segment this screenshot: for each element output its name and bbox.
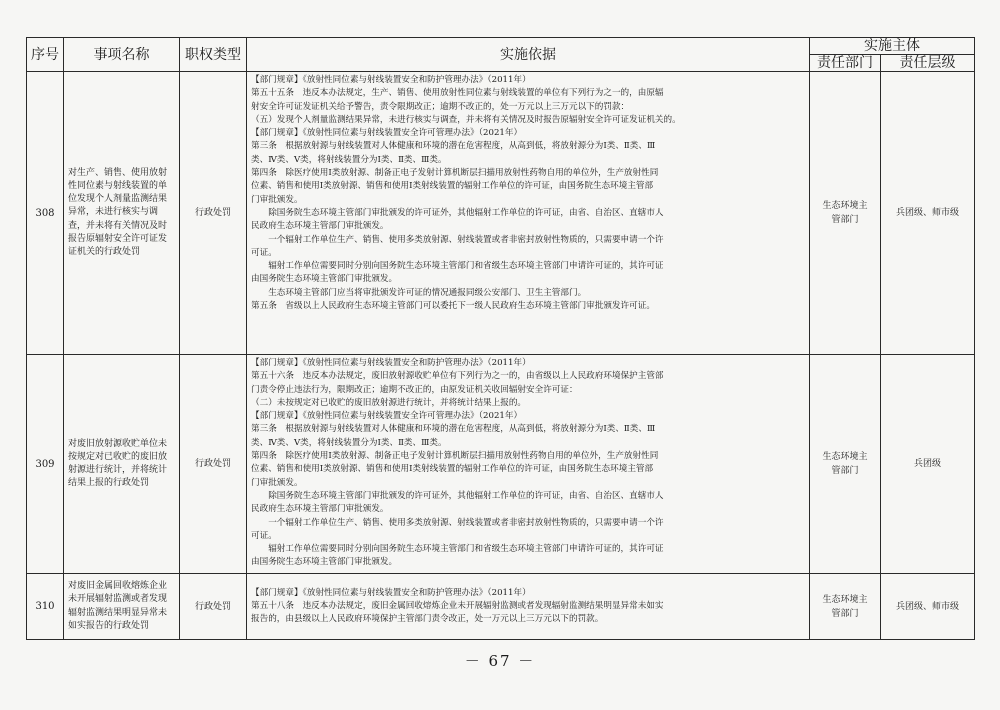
basis-line: 一个辐射工作单位生产、销售、使用多类放射源、射线装置或者非密封放射性物质的，只需要申请一个许 <box>251 234 664 245</box>
basis-line: 由国务院生态环境主管部门审批颁发。 <box>251 557 398 568</box>
header-type: 职权类型 <box>180 38 247 72</box>
row-basis <box>247 355 810 574</box>
table-row <box>27 574 975 640</box>
row-dept-text: 生态环境主管部门 <box>822 201 868 225</box>
basis-line: 辐射工作单位需要同时分别向国务院生态环境主管部门和省级生态环境主管部门申请许可证的，其许可证 <box>251 261 664 272</box>
basis-line: 辐射工作单位需要同时分别向国务院生态环境主管部门和省级生态环境主管部门申请许可证的，其许可证 <box>251 544 664 555</box>
row-basis <box>247 574 810 640</box>
basis-line: 门审批颁发。 <box>251 477 303 488</box>
basis-line: 第五十六条 违反本办法规定，废旧放射源收贮单位有下列行为之一的，由省级以上人民政府环境保护主管部 <box>251 371 664 382</box>
row-type: 行政处罚 <box>180 355 247 574</box>
row-name: 对生产、销售、使用放射性同位素与射线装置的单位发现个人剂量监测结果异常，未进行核实与调查，并未将有关情况及时报告原辐射安全许可证发证机关的行政处罚 <box>64 72 180 355</box>
basis-line: 第五十五条 违反本办法规定，生产、销售、使用放射性同位素与射线装置的单位有下列行为之一的，由原辐 <box>251 88 664 99</box>
header-dept: 责任部门 <box>810 55 881 72</box>
row-level: 兵团级、师市级 <box>881 72 975 355</box>
table-row <box>27 355 975 574</box>
row-name: 对废旧金属回收熔炼企业未开展辐射监测或者发现辐射监测结果明显异常未如实报告的行政处罚 <box>64 574 180 640</box>
basis-line: 【部门规章】《放射性同位素与射线装置安全和防护管理办法》（2011年） <box>251 75 531 85</box>
header-num: 序号 <box>27 38 64 72</box>
basis-line: 民政府生态环境主管部门审批颁发。 <box>251 221 389 232</box>
row-name: 对废旧放射源收贮单位未按规定对已收贮的废旧放射源进行统计，并将统计结果上报的行政处罚 <box>64 355 180 574</box>
basis-line: 第三条 根据放射源与射线装置对人体健康和环境的潜在危害程度，从高到低，将放射源分为Ⅰ类、Ⅱ类、Ⅲ <box>251 424 656 435</box>
basis-line: 【部门规章】《放射性同位素与射线装置安全和防护管理办法》（2011年） <box>251 587 531 598</box>
basis-line: 除国务院生态环境主管部门审批颁发的许可证外，其他辐射工作单位的许可证，由省、自治区、直辖市人 <box>251 207 664 218</box>
basis-line: 第三条 根据放射源与射线装置对人体健康和环境的潜在危害程度，从高到低，将放射源分为Ⅰ类、Ⅱ类、Ⅲ <box>251 141 656 152</box>
basis-line: 位素、销售和使用Ⅰ类放射源、销售和使用Ⅰ类射线装置的辐射工作单位的许可证，由国务院生态环境主管部 <box>251 464 654 475</box>
basis-line: 门审批颁发。 <box>251 194 303 205</box>
basis-line: （二）未按规定对已收贮的废旧放射源进行统计，并将统计结果上报的。 <box>251 397 527 408</box>
row-dept <box>810 72 881 355</box>
row-level: 兵团级、师市级 <box>881 574 975 640</box>
row-level: 兵团级 <box>881 355 975 574</box>
basis-line: 射安全许可证发证机关给予警告，责令限期改正；逾期不改正的，处一万元以上三万元以下的罚款： <box>251 101 630 112</box>
basis-line: 第五条 省级以上人民政府生态环境主管部门可以委托下一级人民政府生态环境主管部门审批颁发许可证。 <box>251 301 655 312</box>
row-dept <box>810 574 881 640</box>
basis-line: 由国务院生态环境主管部门审批颁发。 <box>251 274 398 285</box>
row-dept-text: 生态环境主管部门 <box>822 594 868 619</box>
basis-line: 类、Ⅳ类、Ⅴ类，将射线装置分为Ⅰ类、Ⅱ类、Ⅲ类。 <box>251 437 447 448</box>
basis-line: 第四条 除医疗使用Ⅰ类放射源、制备正电子发射计算机断层扫描用放射性药物自用的单位外，生产放射性同 <box>251 168 659 179</box>
basis-line: 【部门规章】《放射性同位素与射线装置安全许可管理办法》（2021年） <box>251 128 523 139</box>
basis-line: 类、Ⅳ类、Ⅴ类，将射线装置分为Ⅰ类、Ⅱ类、Ⅲ类。 <box>251 154 447 165</box>
row-dept <box>810 355 881 574</box>
basis-line: 门责令停止违法行为，限期改正；逾期不改正的，由原发证机关收回辐射安全许可证： <box>251 384 578 395</box>
row-type: 行政处罚 <box>180 574 247 640</box>
page-number: － 67 － <box>464 652 536 670</box>
row-num: 310 <box>27 574 64 640</box>
basis-line: 第五十八条 违反本办法规定，废旧金属回收熔炼企业未开展辐射监测或者发现辐射监测结果明显异常未如实 <box>251 600 664 611</box>
basis-line: 第四条 除医疗使用Ⅰ类放射源、制备正电子发射计算机断层扫描用放射性药物自用的单位外，生产放射性同 <box>251 451 659 462</box>
basis-line: 可证。 <box>251 247 277 258</box>
basis-line: 位素、销售和使用Ⅰ类放射源、销售和使用Ⅰ类射线装置的辐射工作单位的许可证，由国务院生态环境主管部 <box>251 181 654 192</box>
row-num: 308 <box>27 72 64 355</box>
header-basis: 实施依据 <box>247 38 810 72</box>
header-name: 事项名称 <box>64 38 180 72</box>
header-subject: 实施主体 <box>810 38 975 55</box>
basis-line: 【部门规章】《放射性同位素与射线装置安全许可管理办法》（2021年） <box>251 411 523 422</box>
basis-line: （五）发现个人剂量监测结果异常，未进行核实与调查，并未将有关情况及时报告原辐射安全许可证发证机关的。 <box>251 114 681 125</box>
row-basis <box>247 72 810 355</box>
basis-line: 民政府生态环境主管部门审批颁发。 <box>251 504 389 515</box>
basis-line: 【部门规章】《放射性同位素与射线装置安全和防护管理办法》（2011年） <box>251 358 531 368</box>
basis-line: 一个辐射工作单位生产、销售、使用多类放射源、射线装置或者非密封放射性物质的，只需要申请一个许 <box>251 517 664 528</box>
authority-table <box>26 37 975 640</box>
basis-line: 报告的，由县级以上人民政府环境保护主管部门责令改正，处一万元以上三万元以下的罚款。 <box>251 614 604 625</box>
header-level: 责任层级 <box>881 55 975 72</box>
basis-line: 生态环境主管部门应当将审批颁发许可证的情况通报同级公安部门、卫生主管部门。 <box>251 287 587 298</box>
table-row <box>27 72 975 355</box>
row-dept-text: 生态环境主管部门 <box>822 452 868 476</box>
basis-line: 除国务院生态环境主管部门审批颁发的许可证外，其他辐射工作单位的许可证，由省、自治区、直辖市人 <box>251 490 664 501</box>
row-type: 行政处罚 <box>180 72 247 355</box>
row-num: 309 <box>27 355 64 574</box>
basis-line: 可证。 <box>251 530 277 541</box>
